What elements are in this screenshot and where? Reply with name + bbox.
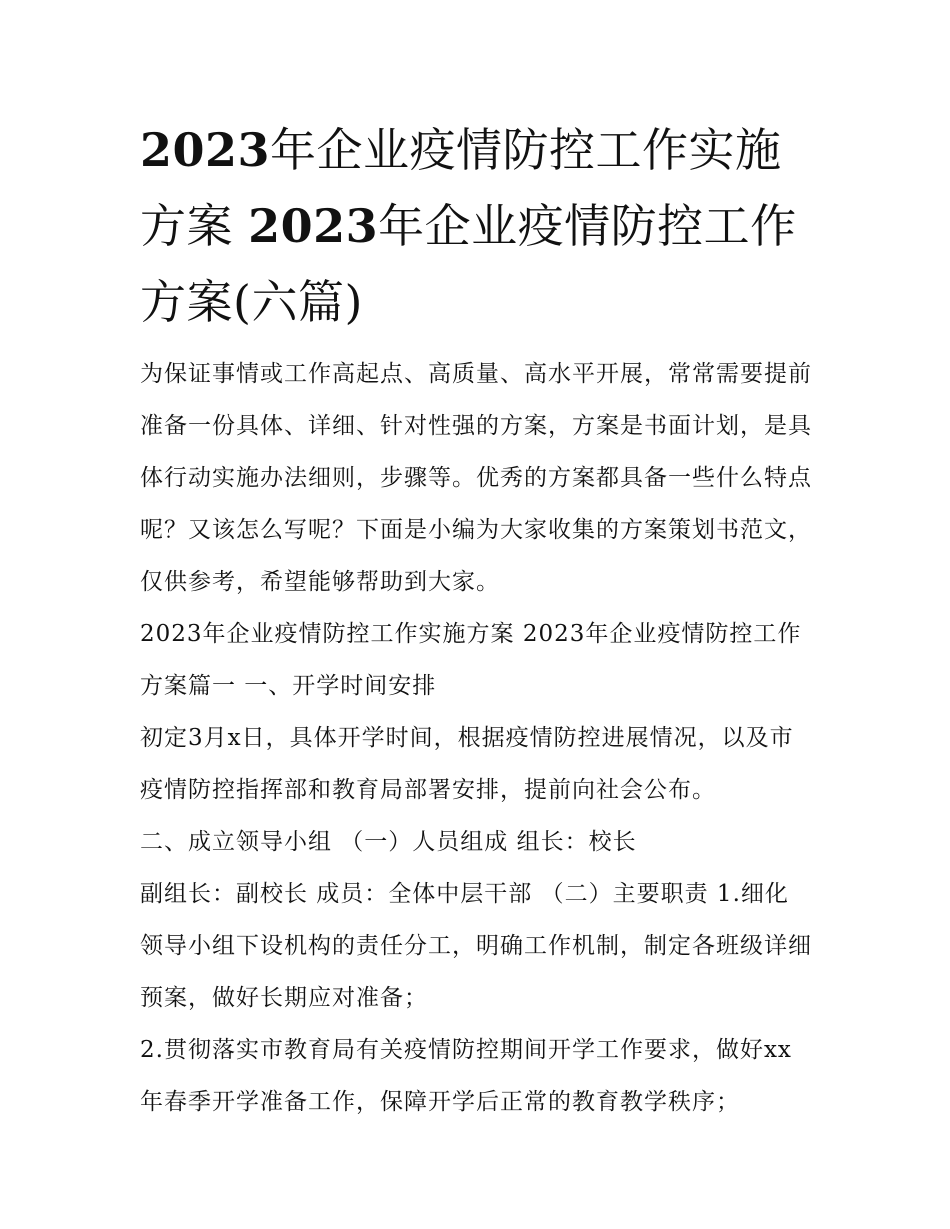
leadership-group-paragraph: 二、成立领导小组 （一）人员组成 组长：校长	[140, 829, 637, 855]
section-heading-paragraph: 2023年企业疫情防控工作实施方案 2023年企业疫情防控工作方案篇一 一、开学时间安排	[140, 621, 802, 699]
school-start-paragraph: 初定3月x日，具体开学时间，根据疫情防控进展情况，以及市疫情防控指挥部和教育局部署安排，提前向社会公布。	[140, 725, 794, 803]
intro-paragraph: 为保证事情或工作高起点、高质量、高水平开展，常常需要提前准备一份具体、详细、针对性强的方案，方案是书面计划，是具体行动实施办法细则，步骤等。优秀的方案都具备一些什么特点呢？又该怎么写呢？下面是小编为大家收集的方案策划书范文，仅供参考，希望能够帮助到大家。	[140, 361, 812, 595]
document-title	[140, 112, 812, 340]
document-page	[140, 112, 812, 1128]
title-year-1: 2023	[140, 123, 271, 177]
implementation-paragraph: 2.贯彻落实市教育局有关疫情防控期间开学工作要求，做好xx年春季开学准备工作，保障开学后正常的教育教学秩序；	[140, 1037, 792, 1115]
duties-paragraph: 副组长：副校长 成员：全体中层干部 （二）主要职责 1.细化领导小组下设机构的责任分工，明确工作机制，制定各班级详细预案，做好长期应对准备；	[140, 881, 812, 1011]
title-year-2: 2023	[248, 199, 379, 253]
title-text-1: 年企业疫情防控工作实施方案	[140, 123, 782, 253]
title-text-2: 年企业疫情防控工作方案(六篇)	[140, 199, 797, 329]
